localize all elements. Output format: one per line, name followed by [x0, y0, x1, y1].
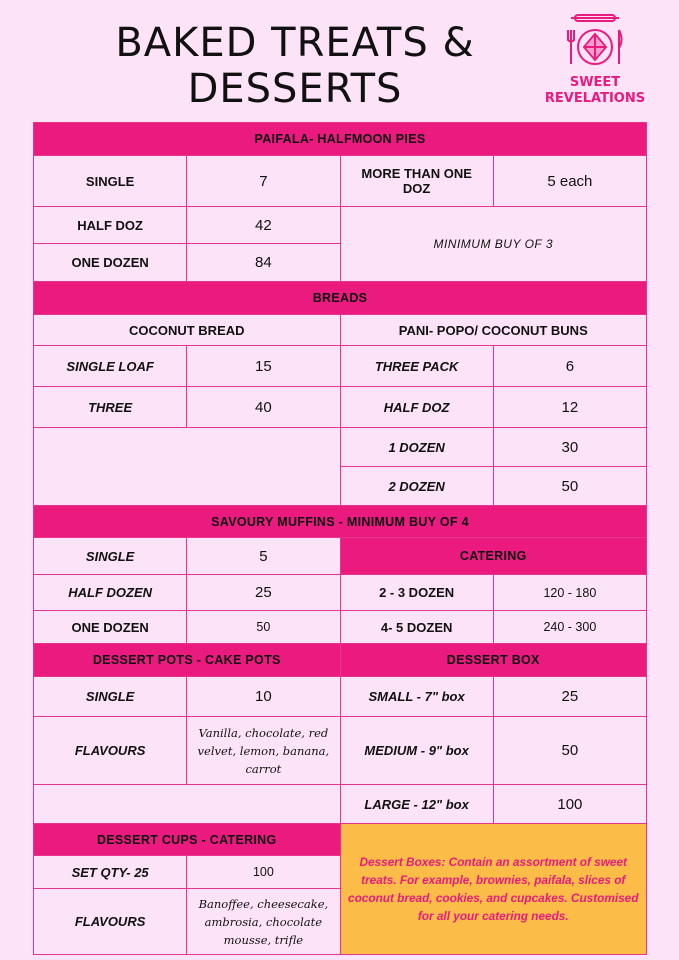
pani-row-value: 50	[493, 467, 646, 506]
dessert-box-header: DESSERT BOX	[340, 644, 647, 677]
paifala-half-value: 42	[187, 207, 340, 244]
empty-cell	[34, 428, 341, 506]
cups-set-value: 100	[187, 856, 340, 889]
paifala-half-label: HALF DOZ	[34, 207, 187, 244]
catering-row-label: 4- 5 DOZEN	[340, 611, 493, 644]
muffin-row-value: 50	[187, 611, 340, 644]
paifala-single-label: SINGLE	[34, 156, 187, 207]
pots-flavours-label: FLAVOURS	[34, 717, 187, 785]
catering-row-label: 2 - 3 DOZEN	[340, 575, 493, 611]
muffin-row-value: 25	[187, 575, 340, 611]
paifala-single-value: 7	[187, 156, 340, 207]
coconut-row-label: THREE	[34, 387, 187, 428]
brand-name	[540, 75, 650, 107]
box-row-label: MEDIUM - 9" box	[340, 717, 493, 785]
brand-line-1: SWEET	[569, 75, 621, 90]
dessert-cups-header: DESSERT CUPS - CATERING	[34, 824, 341, 856]
pani-row-label: THREE PACK	[340, 346, 493, 387]
baker-plate-icon	[565, 12, 625, 70]
pani-row-value: 6	[493, 346, 646, 387]
coconut-row-value: 40	[187, 387, 340, 428]
box-row-value: 50	[493, 717, 646, 785]
pani-row-label: HALF DOZ	[340, 387, 493, 428]
catering-row-value: 120 - 180	[493, 575, 646, 611]
catering-header: CATERING	[340, 538, 647, 575]
title-line-2: DESSERTS	[187, 66, 403, 112]
pani-row-label: 1 DOZEN	[340, 428, 493, 467]
coconut-row-label: SINGLE LOAF	[34, 346, 187, 387]
pots-single-value: 10	[187, 677, 340, 717]
paifala-header: PAIFALA- HALFMOON PIES	[34, 123, 647, 156]
paifala-more-label: MORE THAN ONE DOZ	[340, 156, 493, 207]
pani-popo-header: PANI- POPO/ COCONUT BUNS	[340, 315, 647, 346]
dessert-box-note: Dessert Boxes: Contain an assortment of sweet treats. For example, brownies, paifala, slices of coconut bread, cookies, and cupcakes. Customised for all your catering needs.	[340, 824, 647, 955]
muffin-row-value: 5	[187, 538, 340, 575]
cups-flavours-label: FLAVOURS	[34, 889, 187, 955]
paifala-more-value: 5 each	[493, 156, 646, 207]
catering-row-value: 240 - 300	[493, 611, 646, 644]
box-row-label: LARGE - 12" box	[340, 785, 493, 824]
brand-logo	[540, 12, 650, 107]
empty-cell	[34, 785, 341, 824]
pani-row-label: 2 DOZEN	[340, 467, 493, 506]
muffin-row-label: SINGLE	[34, 538, 187, 575]
muffin-row-label: ONE DOZEN	[34, 611, 187, 644]
dessert-pots-header: DESSERT POTS - CAKE POTS	[34, 644, 341, 677]
page-title	[60, 20, 530, 112]
pani-row-value: 12	[493, 387, 646, 428]
price-table	[33, 122, 647, 955]
coconut-row-value: 15	[187, 346, 340, 387]
paifala-dozen-value: 84	[187, 244, 340, 282]
box-row-label: SMALL - 7" box	[340, 677, 493, 717]
pani-row-value: 30	[493, 428, 646, 467]
muffin-row-label: HALF DOZEN	[34, 575, 187, 611]
paifala-minimum-note: MINIMUM BUY OF 3	[340, 207, 647, 282]
muffins-header: SAVOURY MUFFINS - MINIMUM BUY OF 4	[34, 506, 647, 538]
brand-line-2: REVELATIONS	[544, 91, 646, 106]
paifala-dozen-label: ONE DOZEN	[34, 244, 187, 282]
coconut-bread-header: COCONUT BREAD	[34, 315, 341, 346]
box-row-value: 25	[493, 677, 646, 717]
pots-flavours-value: Vanilla, chocolate, red velvet, lemon, banana, carrot	[187, 717, 340, 785]
title-line-1: BAKED TREATS &	[115, 20, 475, 66]
cups-set-label: SET QTY- 25	[34, 856, 187, 889]
box-row-value: 100	[493, 785, 646, 824]
cups-flavours-value: Banoffee, cheesecake, ambrosia, chocolate mousse, trifle	[187, 889, 340, 955]
breads-header: BREADS	[34, 282, 647, 315]
pots-single-label: SINGLE	[34, 677, 187, 717]
